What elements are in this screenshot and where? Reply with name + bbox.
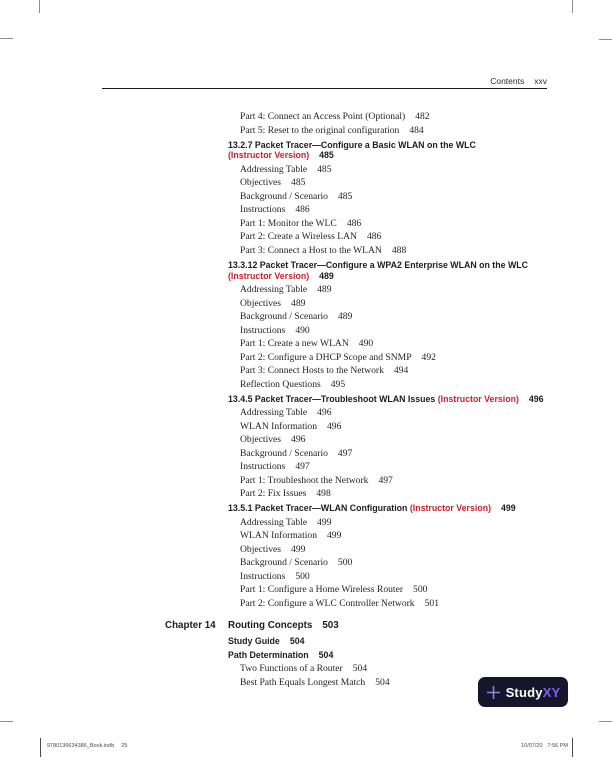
toc-entry-text: Two Functions of a Router <box>240 663 343 675</box>
toc-entry-text: Objectives <box>240 297 282 309</box>
toc-entry-text: Path Determination <box>228 649 309 660</box>
toc-page-number: 492 <box>421 351 436 363</box>
toc-entry-text: Addressing Table <box>240 516 308 528</box>
toc-page-number: 496 <box>317 407 332 419</box>
toc-page-number: 500 <box>295 570 310 582</box>
running-header-page-number: xxv <box>534 76 547 86</box>
toc-entry-text: Study Guide <box>228 636 280 647</box>
toc-page-number: 496 <box>327 420 342 432</box>
toc-page-number: 504 <box>318 649 334 660</box>
toc-entry-text: Background / Scenario <box>240 190 328 202</box>
toc-page-number: 490 <box>295 324 310 336</box>
toc-entry-lab <box>165 260 569 282</box>
toc-entry-sub <box>165 337 569 351</box>
toc-entry-text: Objectives <box>240 177 282 189</box>
toc-entry-sub <box>165 583 569 597</box>
toc-entry-sub <box>165 543 569 557</box>
toc-entry-text: WLAN Information <box>240 420 317 432</box>
toc-entry-text: Part 3: Connect a Host to the WLAN <box>240 244 382 256</box>
toc-entry-text: Part 4: Connect an Access Point (Optional) <box>240 111 406 122</box>
toc-entry-sub <box>165 244 569 258</box>
toc-page-number: 485 <box>319 150 334 161</box>
toc-entry-text: Part 1: Create a new WLAN <box>240 338 349 350</box>
toc-entry-lab <box>165 394 569 405</box>
toc-entry-text: Part 2: Configure a DHCP Scope and SNMP <box>240 351 412 363</box>
toc-entry-text: Part 2: Create a Wireless LAN <box>240 231 357 243</box>
toc-entry-text: Part 5: Reset to the original configuration <box>240 124 400 136</box>
toc-page-number: 503 <box>322 620 339 632</box>
footer-time: 7:56 PM <box>547 743 568 749</box>
toc-entry-text: Part 1: Troubleshoot the Network <box>240 474 369 486</box>
toc-entry-sub <box>165 217 569 231</box>
toc-entry-sub <box>165 351 569 365</box>
toc-entry-sub <box>165 474 569 488</box>
toc-page-number: 489 <box>337 311 353 323</box>
toc-page-number: 504 <box>289 636 305 647</box>
toc-entry-sub <box>165 570 569 584</box>
toc-page-number: 498 <box>316 488 331 500</box>
toc-page-number: 499 <box>501 503 516 514</box>
toc-entry-text: Addressing Table <box>240 284 308 296</box>
toc-entry-sub <box>165 406 569 420</box>
toc-entry-sub <box>165 190 569 204</box>
toc-entry-text: Part 2: Fix Issues <box>240 488 307 500</box>
toc-entry-sub <box>165 433 569 447</box>
toc-entry-text: Part 1: Configure a Home Wireless Router <box>240 584 404 596</box>
toc-entry-text: Addressing Table <box>240 407 308 419</box>
toc-page-number: 482 <box>415 111 430 122</box>
toc-entry-sub <box>165 378 569 392</box>
toc-page-number: 486 <box>295 204 310 216</box>
toc-entry-lab <box>165 503 569 514</box>
toc-entry-text: Part 2: Configure a WLC Controller Network <box>240 597 415 609</box>
toc-entry-text: WLAN Information <box>240 530 317 542</box>
toc-entry-text: Part 3: Connect Hosts to the Network <box>240 365 384 377</box>
toc-entry-text: Reflection Questions <box>240 378 321 390</box>
toc-entry-sub <box>165 529 569 543</box>
chapter-label: Chapter 14 <box>165 620 216 632</box>
toc-page-number: 494 <box>393 365 409 377</box>
toc-entry-sub <box>165 662 569 676</box>
toc-page-number: 484 <box>409 124 424 136</box>
toc-page-number: 500 <box>413 584 428 596</box>
footer-file-name: 9780136634386_Book.indb <box>47 743 115 749</box>
toc-page-number: 485 <box>291 177 306 189</box>
logo-text-accent: XY <box>542 684 561 700</box>
toc-page-number: 499 <box>317 516 332 528</box>
footer-timestamp <box>521 743 568 749</box>
toc-entry-sub <box>165 516 569 530</box>
toc-entry-text: Part 1: Monitor the WLC <box>240 217 337 229</box>
toc-page-number: 504 <box>375 676 390 688</box>
toc-entry-lab <box>165 140 569 162</box>
slug-divider-right <box>572 738 573 757</box>
toc-page-number: 499 <box>327 530 342 542</box>
toc-page-number: 485 <box>337 190 353 202</box>
toc-entry-sub <box>165 447 569 461</box>
toc-entry-text: Background / Scenario <box>240 557 328 569</box>
toc-entry-text: Instructions <box>240 461 286 473</box>
toc-entry-sub <box>165 163 569 177</box>
toc-page-number: 490 <box>358 338 374 350</box>
toc-entry-text: Best Path Equals Longest Match <box>240 676 366 688</box>
crop-mark-bottom-right-horizontal <box>599 721 612 722</box>
toc-entry-text: Addressing Table <box>240 163 308 175</box>
instructor-version-label: (Instructor Version) <box>228 150 310 161</box>
toc-page-number: 501 <box>424 597 439 609</box>
toc-page-number: 488 <box>391 244 407 256</box>
plus-icon <box>486 685 501 700</box>
toc-entry-sub <box>165 230 569 244</box>
toc-entry-sub <box>165 283 569 297</box>
toc-entry-bold_sub <box>165 635 569 649</box>
toc-page-number: 489 <box>291 297 306 309</box>
toc-entry-text: Instructions <box>240 570 286 582</box>
toc-page-number: 489 <box>319 270 334 281</box>
chapter-title: Routing Concepts <box>228 620 313 632</box>
toc-entry-sub <box>165 203 569 217</box>
toc-entry-sub <box>165 124 569 138</box>
toc-entry-sub <box>165 487 569 501</box>
crop-mark-bottom-left-horizontal <box>0 721 13 722</box>
toc-entry-sub <box>165 460 569 474</box>
toc-page-number: 497 <box>295 461 310 473</box>
toc-entry-sub <box>165 324 569 338</box>
running-header-title: Contents <box>490 76 525 86</box>
toc-entry-sub <box>165 597 569 611</box>
toc-entry-sub <box>165 297 569 311</box>
footer-file-info <box>47 743 127 749</box>
toc-entry-sub <box>165 420 569 434</box>
toc-page-number: 486 <box>346 217 362 229</box>
slug-divider-left <box>40 738 41 757</box>
toc-lab-title: 13.4.5 Packet Tracer—Troubleshoot WLAN Issues <box>228 393 436 404</box>
toc-entry-text: Instructions <box>240 324 286 336</box>
toc-lab-title: 13.2.7 Packet Tracer—Configure a Basic WLAN on the WLC <box>228 139 476 150</box>
crop-mark-top-right-vertical <box>572 0 573 13</box>
studyxy-logo <box>478 677 568 707</box>
toc-entry-text: Background / Scenario <box>240 311 328 323</box>
toc-page-number: 497 <box>337 447 353 459</box>
toc-page-number: 500 <box>337 557 353 569</box>
footer-sheet-number: 25 <box>121 743 128 749</box>
toc-page-number: 485 <box>317 163 332 175</box>
logo-text-primary: Study <box>505 684 543 700</box>
toc-lab-title: 13.3.12 Packet Tracer—Configure a WPA2 Enterprise WLAN on the WLC <box>228 259 528 270</box>
toc-page-number: 499 <box>291 543 306 555</box>
instructor-version-label: (Instructor Version) <box>437 393 519 404</box>
footer-date: 10/07/20 <box>521 743 543 749</box>
toc-entry-sub <box>165 556 569 570</box>
header-rule <box>102 88 547 89</box>
toc-page-number: 497 <box>378 474 393 486</box>
instructor-version-label: (Instructor Version) <box>228 270 310 281</box>
toc-entry-chapter <box>165 620 569 632</box>
crop-mark-top-left-horizontal <box>0 38 13 39</box>
toc-lab-title: 13.5.1 Packet Tracer—WLAN Configuration <box>228 503 408 514</box>
toc-entry-text: Objectives <box>240 543 282 555</box>
toc-list <box>165 110 569 689</box>
toc-entry-sub <box>165 364 569 378</box>
toc-page-number: 495 <box>330 378 346 390</box>
running-header <box>490 76 547 86</box>
toc-page-number: 489 <box>317 284 332 296</box>
crop-mark-top-left-vertical <box>39 0 40 13</box>
instructor-version-label: (Instructor Version) <box>409 503 491 514</box>
toc-entry-sub <box>165 110 569 124</box>
toc-entry-sub <box>165 310 569 324</box>
toc-entry-sub <box>165 176 569 190</box>
crop-mark-top-right-horizontal <box>599 39 612 40</box>
toc-entry-text: Objectives <box>240 434 282 446</box>
toc-page-number: 504 <box>352 663 368 675</box>
toc-page-number: 486 <box>366 231 382 243</box>
toc-page-number: 496 <box>528 393 544 404</box>
toc-entry-bold_sub <box>165 649 569 663</box>
toc-entry-text: Background / Scenario <box>240 447 328 459</box>
toc-page-number: 496 <box>291 434 306 446</box>
toc-entry-text: Instructions <box>240 204 286 216</box>
